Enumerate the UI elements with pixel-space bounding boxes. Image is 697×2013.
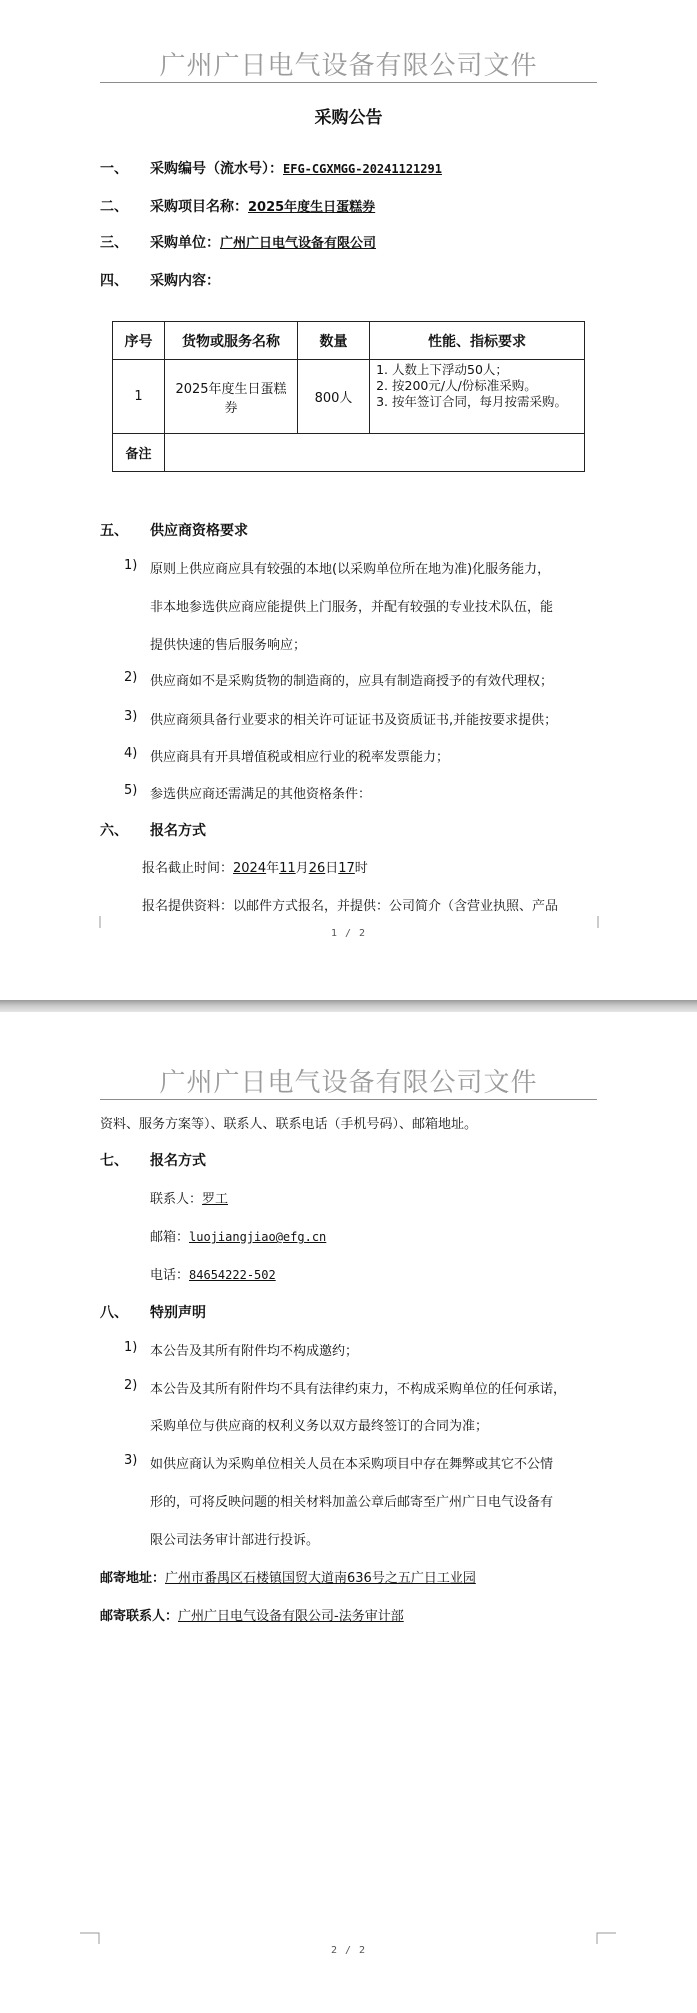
mail-address-value: 广州市番禺区石楼镇国贸大道南636号之五广日工业园 [165,1571,476,1586]
procurement-number: EFG-CGXMGG-20241121291 [283,162,442,176]
registration-deadline [142,857,368,876]
document-header: 广州广日电气设备有限公司文件 [159,1068,538,1098]
page-number-2: 2 / 2 [330,1945,367,1956]
qualification-4-text: 供应商具有开具增值税或相应行业的税率发票能力； [150,750,450,765]
table-remark-row [113,434,585,472]
table-header-qty: 数量 [298,322,370,360]
contact-phone-label: 电话： [150,1268,190,1283]
qualification-1-line-2: 非本地参选供应商应能提供上门服务，并配有较强的专业技术队伍，能 [150,600,554,615]
statement-3-line-2: 形的，可将反映问题的相关材料加盖公章后邮寄至广州广日电气设备有 [150,1495,554,1510]
materials-line-2: 资料、服务方案等）、联系人、联系电话（手机号码）、邮箱地址。 [100,1117,478,1132]
mail-contact [100,1605,404,1624]
section-5-label: 供应商资格要求 [150,523,248,539]
contact-email-value[interactable]: luojiangjiao@efg.cn [189,1230,327,1244]
statement-3-line-3: 限公司法务审计部进行投诉。 [150,1533,320,1548]
deadline-hour-unit: 时 [354,861,368,876]
qualification-1-number: 1) [124,558,138,573]
header-rule [100,82,597,83]
procurement-table [112,321,585,472]
cell-qty: 800人 [298,360,370,434]
section-8-label: 特别声明 [150,1305,206,1321]
mail-contact-label: 邮寄联系人： [100,1609,179,1624]
mail-contact-value: 广州广日电气设备有限公司-法务审计部 [178,1609,404,1624]
qualification-3-text: 供应商须具备行业要求的相关许可证证书及资质证书,并能按要求提供； [150,713,558,728]
contact-email-label: 邮箱： [150,1230,190,1245]
deadline-year-unit: 年 [266,861,280,876]
contact-person-label: 联系人： [150,1192,203,1207]
document-title: 采购公告 [314,108,383,128]
requirement-item: 3. 按年签订合同，每月按需采购。 [392,394,584,410]
section-8-number: 八、 [100,1305,128,1321]
statement-1-text: 本公告及其所有附件均不构成邀约； [150,1344,359,1359]
header-rule [100,1099,597,1100]
section-3-number: 三、 [100,235,128,251]
qualification-4-number: 4) [124,746,138,761]
crop-mark-icon [96,916,116,928]
statement-2-number: 2) [124,1378,138,1393]
statement-3-number: 3) [124,1453,138,1468]
section-4-number: 四、 [100,273,128,289]
statement-3-line-1: 如供应商认为采购单位相关人员在本采购项目中存在舞弊或其它不公情 [150,1457,554,1472]
page-number-1: 1 / 2 [330,928,367,939]
document-page-2 [0,1012,697,2013]
section-2 [150,196,375,216]
contact-person [150,1188,228,1207]
deadline-month-unit: 月 [295,861,309,876]
section-2-number: 二、 [100,199,128,215]
section-3 [150,232,376,252]
project-name: 2025年度生日蛋糕券 [248,200,376,215]
section-6-number: 六、 [100,823,128,839]
mail-address-label: 邮寄地址： [100,1571,166,1586]
table-row [113,360,585,434]
requirement-item: 1. 人数上下浮动50人； [392,362,584,378]
purchasing-unit: 广州广日电气设备有限公司 [220,236,377,251]
mail-address [100,1567,476,1586]
contact-email [150,1226,326,1245]
cell-no: 1 [113,360,165,434]
qualification-3-number: 3) [124,709,138,724]
cell-name: 2025年度生日蛋糕券 [165,360,298,434]
deadline-year: 2024 [233,861,267,876]
section-1-number: 一、 [100,161,128,177]
section-1-label: 采购编号（流水号）： [150,161,283,177]
qualification-1-line-1: 原则上供应商应具有较强的本地(以采购单位所在地为准)化服务能力， [150,562,551,577]
contact-phone [150,1264,276,1283]
section-4-label: 采购内容： [150,273,220,289]
section-2-label: 采购项目名称： [150,199,248,215]
section-1 [150,158,442,178]
section-6-label: 报名方式 [150,823,206,839]
document-page-1 [0,0,697,1000]
statement-2-line-1: 本公告及其所有附件均不具有法律约束力，不构成采购单位的任何承诺， [150,1382,567,1397]
cell-requirements [370,360,585,434]
table-header-name: 货物或服务名称 [165,322,298,360]
requirement-item: 2. 按200元/人/份标准采购。 [392,378,584,394]
statement-1-number: 1) [124,1340,138,1355]
table-header-requirements: 性能、指标要求 [370,322,585,360]
deadline-day-unit: 日 [325,861,339,876]
crop-mark-icon [596,1932,616,1944]
section-7-label: 报名方式 [150,1153,206,1169]
deadline-prefix: 报名截止时间： [142,861,234,876]
page-separator [0,1000,697,1012]
document-header: 广州广日电气设备有限公司文件 [159,51,538,81]
table-header-no: 序号 [113,322,165,360]
contact-person-value: 罗工 [202,1192,229,1207]
qualification-1-line-3: 提供快速的售后服务响应； [150,638,307,653]
deadline-hour: 17 [338,861,355,876]
deadline-month: 11 [279,861,296,876]
contact-phone-value: 84654222-502 [189,1268,276,1282]
qualification-5-number: 5) [124,783,138,798]
statement-2-line-2: 采购单位与供应商的权利义务以双方最终签订的合同为准； [150,1419,489,1434]
remark-value [165,434,585,472]
remark-label: 备注 [113,434,165,472]
crop-mark-icon [582,916,602,928]
section-5-number: 五、 [100,523,128,539]
section-3-label: 采购单位： [150,235,220,251]
qualification-5-text: 参选供应商还需满足的其他资格条件： [150,787,372,802]
qualification-2-text: 供应商如不是采购货物的制造商的，应具有制造商授予的有效代理权； [150,674,554,689]
materials-line-1: 报名提供资料：以邮件方式报名，并提供：公司简介（含营业执照、产品 [142,899,559,914]
qualification-2-number: 2) [124,670,138,685]
crop-mark-icon [80,1932,100,1944]
section-7-number: 七、 [100,1153,128,1169]
deadline-day: 26 [308,861,326,876]
